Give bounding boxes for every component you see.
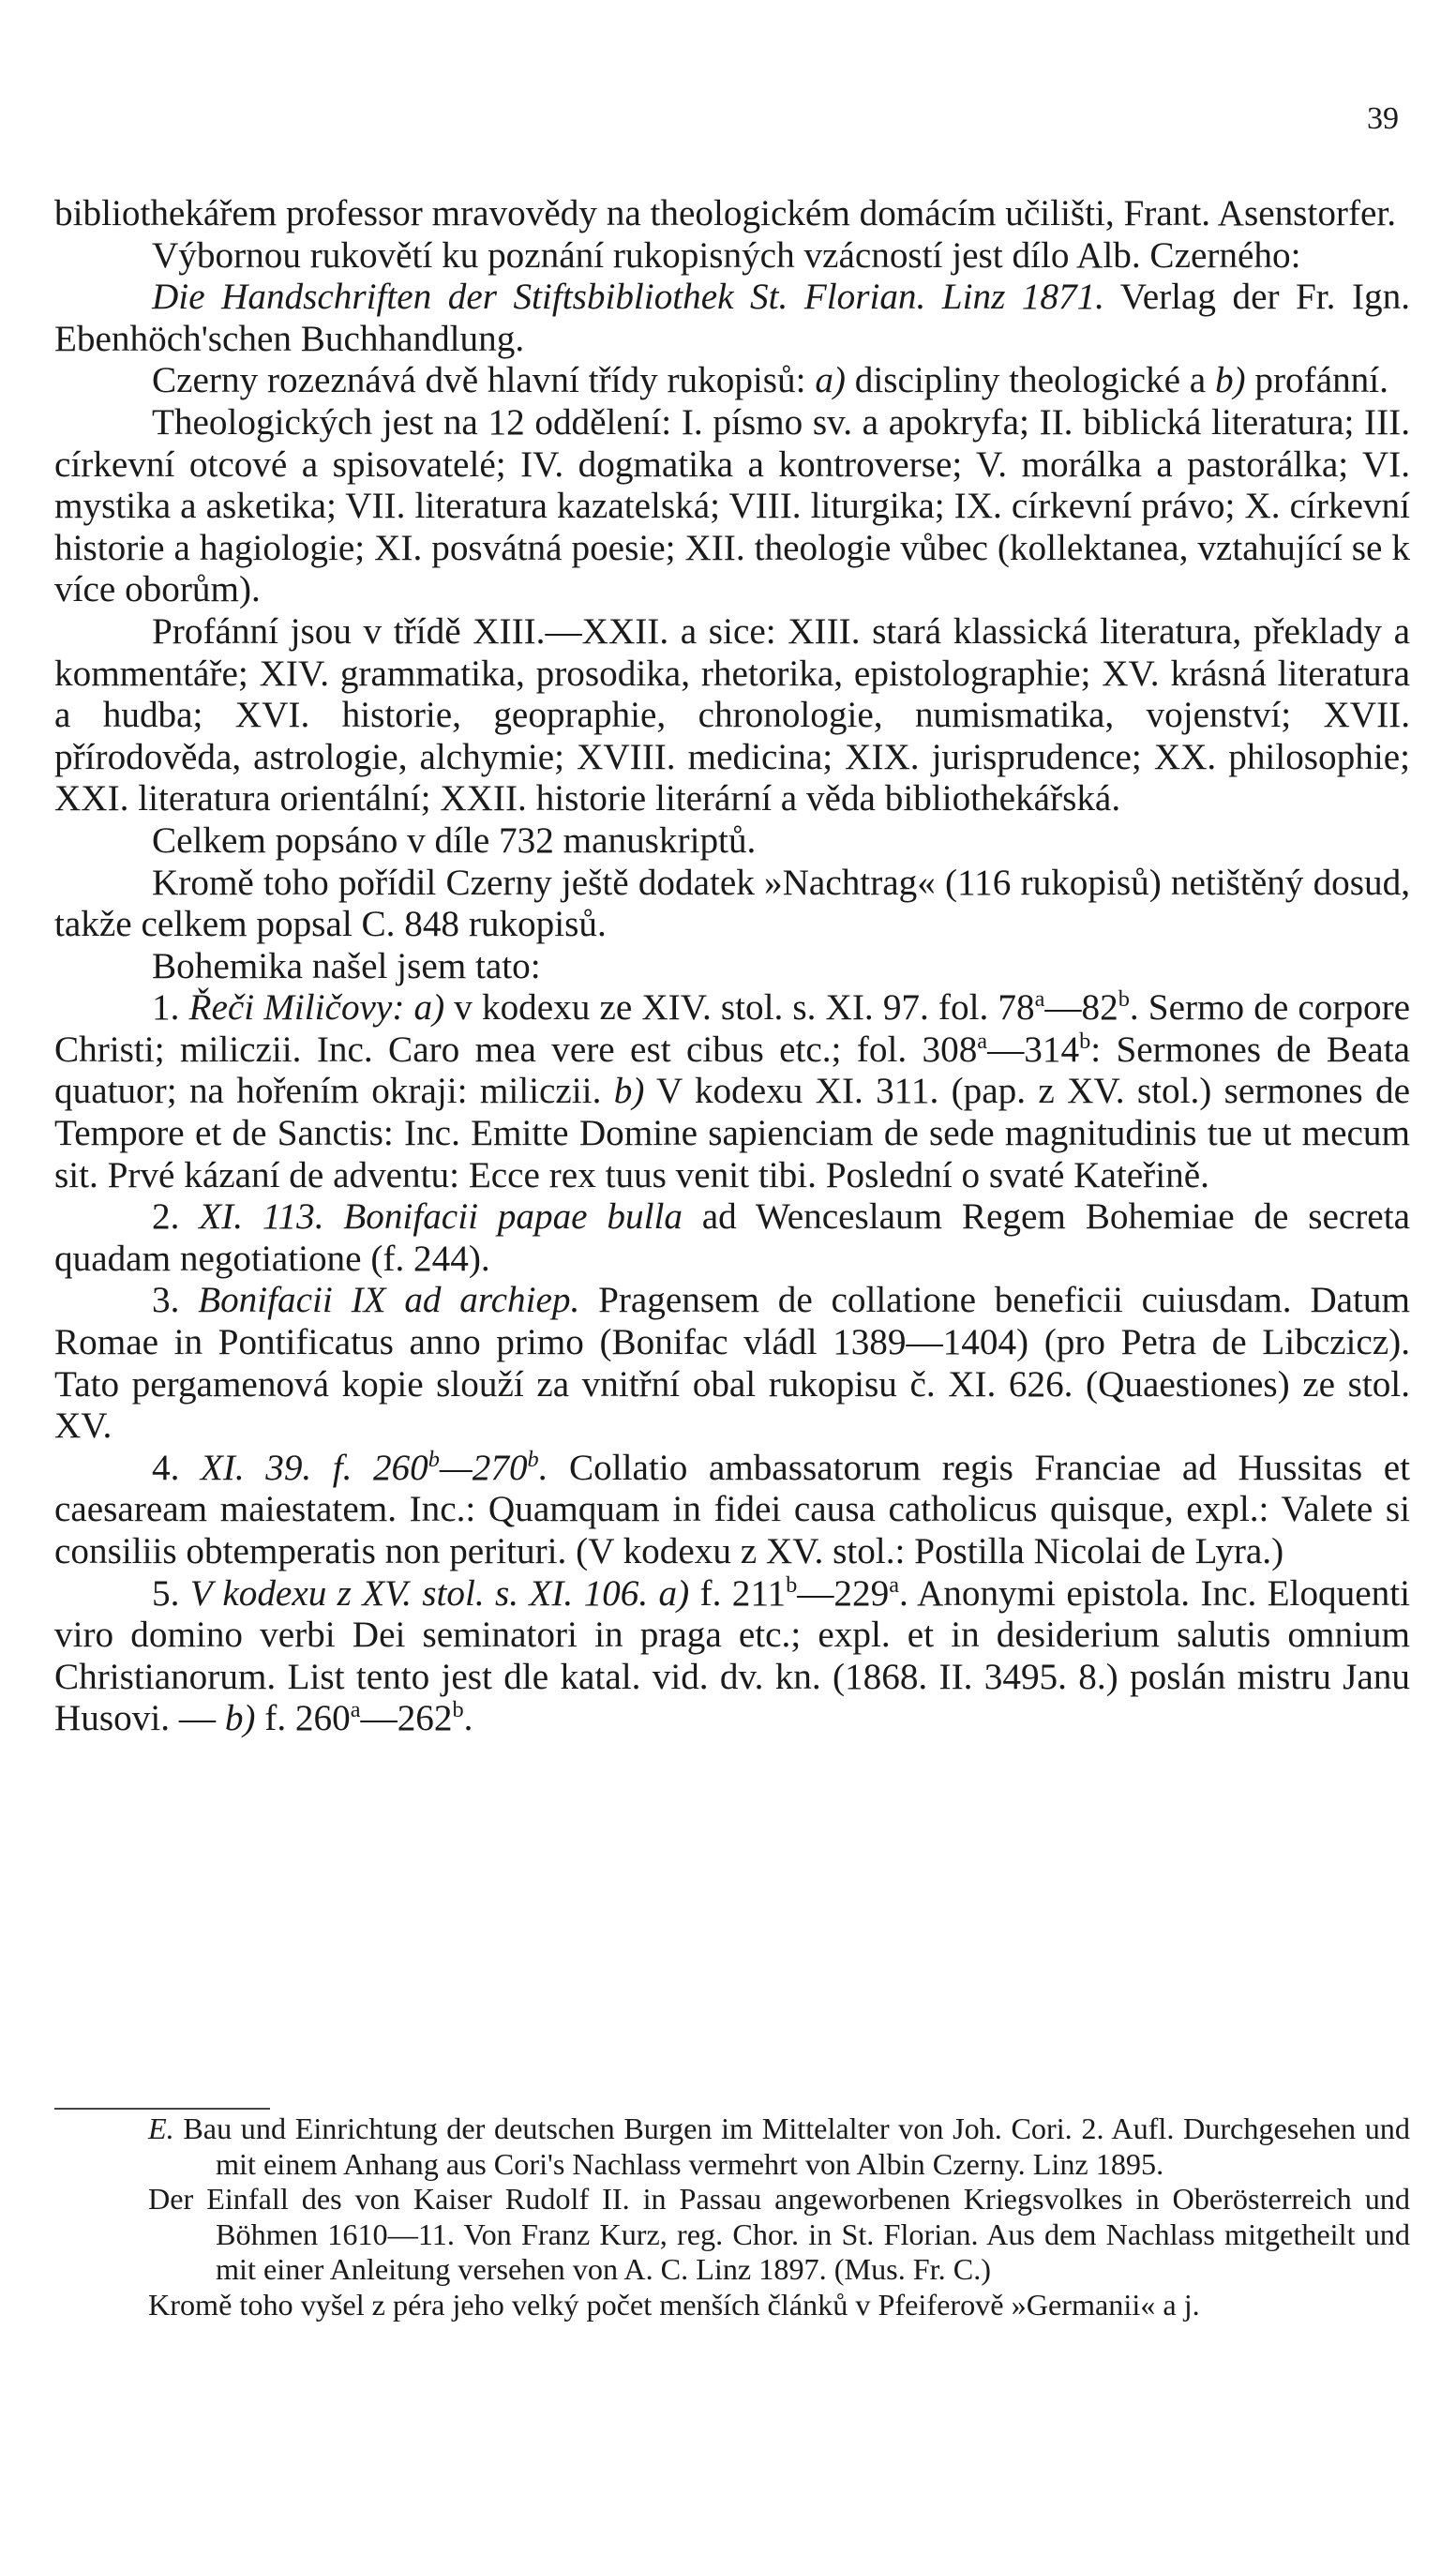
paragraph: 3. Bonifacii IX ad archiep. Pragensem de collatione beneficii cuiusdam. Datum Romae in Pontificatus anno primo (Bonifac vládl 1389—1404) (pro Petra de Libczicz). Tato pergamenová kopie slouží za vnitřní obal rukopisu č. XI. 626. (Quaestiones) ze stol. XV. — [54, 1280, 1411, 1447]
footnote: E. Bau und Einrichtung der deutschen Burgen im Mittelalter von Joh. Cori. 2. Aufl. Durchgesehen und mit einem Anhang aus Cori's Nachlass vermehrt von Albin Czerny. Linz 1895. — [148, 2112, 1410, 2181]
paragraph: Výbornou rukovětí ku poznání rukopisných vzácností jest dílo Alb. Czerného: — [152, 234, 1301, 276]
paragraph: Profánní jsou v třídě XIII.—XXII. a sice: XIII. stará klassická literatura, překlady a kommentáře; XIV. grammatika, prosodika, rhetorika, epistolographie; XV. krásná literatura a hudba; XVI. historie, geopraphie, chronologie, numismatika, vojenství; XVII. přírodověda, astrologie, alchymie; XVIII. medicina; XIX. jurisprudence; XX. philosophie; XXI. literatura orientální; XXII. historie literární a věda bibliothekářská. — [54, 610, 1410, 819]
page-number: 39 — [1367, 101, 1399, 136]
main-text — [54, 193, 1410, 1740]
paragraph: bibliothekářem professor mravovědy na theologickém domácím učilišti, Frant. Asenstorfer. — [54, 193, 1397, 233]
paragraph: Kromě toho pořídil Czerny ještě dodatek »Nachtrag« (116 rukopisů) netištěný dosud, takže celkem popsal C. 848 rukopisů. — [54, 862, 1410, 945]
paragraph: Bohemika našel jsem tato: — [152, 945, 541, 986]
footnote: Der Einfall des von Kaiser Rudolf II. in Passau angeworbenen Kriegsvolkes in Oberösterreich und Böhmen 1610—11. Von Franz Kurz, reg. Chor. in St. Florian. Aus dem Nachlass mitgetheilt und mit einer Anleitung versehen von A. C. Linz 1897. (Mus. Fr. C.) — [148, 2182, 1410, 2287]
paragraph: Die Handschriften der Stiftsbibliothek St. Florian. Linz 1871. Verlag der Fr. Ign. Ebenhöch'schen Buchhandlung. — [54, 277, 1410, 359]
paragraph: 4. XI. 39. f. 260$^b$—270$^b$. Collatio ambassatorum regis Franciae ad Hussitas et caesaream maiestatem. Inc.: Quamquam in fidei causa catholicus quisque, expl.: Valete si consiliis obtemperatis non perituri. (V kodexu z XV. stol.: Postilla Nicolai de Lyra.) — [54, 1446, 1410, 1571]
footnote-rule — [54, 2108, 270, 2110]
paragraph: Theologických jest na 12 oddělení: I. písmo sv. a apokryfa; II. biblická literatura; III. církevní otcové a spisovatelé; IV. dogmatika a kontroverse; V. morálka a pastorálka; VI. mystika a asketika; VII. literatura kazatelská; VIII. liturgika; IX. církevní právo; X. církevní historie a hagiologie; XI. posvátná poesie; XII. theologie vůbec (kollektanea, vztahující se k více oborům). — [54, 401, 1410, 610]
paragraph: Czerny rozeznává dvě hlavní třídy rukopisů: a) discipliny theologické a b) profánní. — [152, 360, 1388, 401]
paragraph: Celkem popsáno v díle 732 manuskriptů. — [152, 819, 757, 861]
paragraph: 2. XI. 113. Bonifacii papae bulla ad Wenceslaum Regem Bohemiae de secreta quadam negotiatione (f. 244). — [54, 1196, 1410, 1279]
paragraph: 1. Řeči Miličovy: a) v kodexu ze XIV. stol. s. XI. 97. fol. 78$^a$—82$^b$. Sermo de corpore Christi; miliczii. Inc. Caro mea vere est cibus etc.; fol. 308$^a$—314$^b$: Sermones de Beata quatuor; na hořením okraji: miliczii. b) V kodexu XI. 311. (pap. z XV. stol.) sermones de Tempore et de Sanctis: Inc. Emitte Domine sapienciam de sede magnitudinis tue ut mecum sit. Prvé kázaní de adventu: Ecce rex tuus venit tibi. Poslední o svaté Kateřině. — [54, 986, 1411, 1195]
footnote: Kromě toho vyšel z péra jeho velký počet menších článků v Pfeiferově »Germanii« a j. — [148, 2287, 1200, 2322]
paragraph: 5. V kodexu z XV. stol. s. XI. 106. a) f. 211$^b$—229$^a$. Anonymi epistola. Inc. Eloquenti viro domino verbi Dei seminatori in praga etc.; expl. et in desiderium salutis omnium Christianorum. List tento jest dle katal. vid. dv. kn. (1868. II. 3495. 8.) poslán mistru Janu Husovi. — b) f. 260$^a$—262$^b$. — [54, 1571, 1410, 1739]
footnotes — [54, 2112, 1410, 2323]
